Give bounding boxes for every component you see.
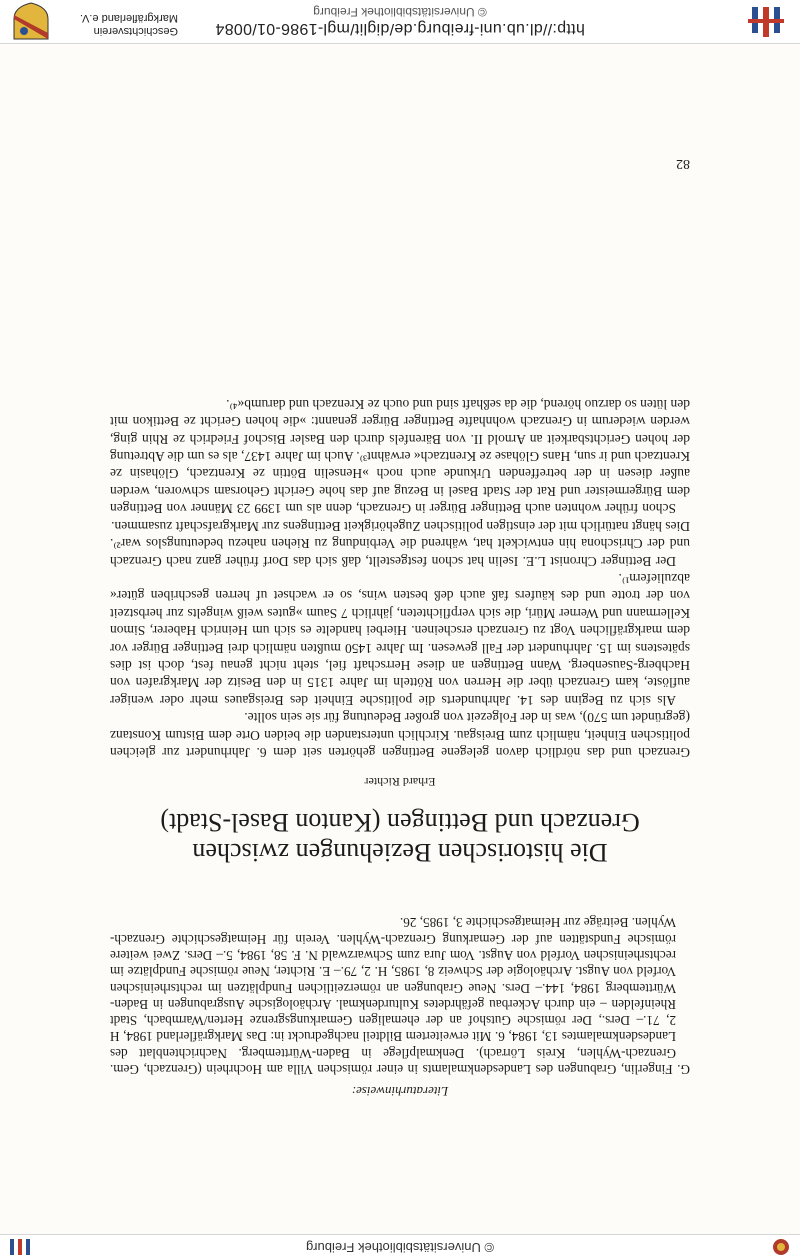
article-body xyxy=(110,395,690,761)
article-title xyxy=(110,807,690,867)
body-paragraph: Als sich zu Beginn des 14. Jahrhunderts die politische Einheit des Breisgaues mehr oder weniger auflöste, kam Grenzach über die Herren von Rötteln im Jahre 1315 in den Besitz der Markgrafen von Hachberg-Sausenberg. Wann Bettingen an diese Herrschaft fiel, steht nicht genau fest, doch ist dies spätestens im 15. Jahrhundert der Fall gewesen. Im Jahre 1450 mußten nämlich drei Bettinger Bürger vor dem markgräflichen Vogt zu Grenzach erscheinen. Hierbei handelte es sich um Heinrich Haberer, Simon Kellermann und Werner Müri, die sich verpflichteten, jährlich 7 Saum »gutes weiß wingelts zur herbstzeit von der trotte und des käufers faß auch deß besten wins, so er wachset uf herren geschriben güter« abzuliefern¹⁾. xyxy=(110,570,690,708)
body-paragraph: Grenzach und das nördlich davon gelegene Bettingen gehörten seit dem 6. Jahrhundert zur gleichen politischen Einheit, nämlich zum Breisgau. Kirchlich unterstanden die beiden Orte dem Bistum Konstanz (gegründet um 570), was in der Folgezeit von großer Bedeutung für sie sein sollte. xyxy=(110,710,690,760)
title-line: Die historischen Beziehungen zwischen xyxy=(192,838,608,867)
body-paragraph: Der Bettinger Chronist L.E. Iselin hat schon festgestellt, daß sich das Dorf früher ganz nach Grenzach und der Chrischona hin entwickelt hat, während die Verbindung zu Riehen nahezu bedeutungslos war²⁾. Dies hängt natürlich mit der einstigen politischen Zugehörigkeit Bettingens zur Markgrafschaft zusammen. xyxy=(110,518,690,569)
society-crest-icon xyxy=(10,1,52,41)
title-line: Grenzach und Bettingen (Kanton Basel-Stadt) xyxy=(160,808,640,837)
literature-text: G. Fingerlin, Grabungen des Landesdenkmalamts in einer römischen Villa am Hochrhein (Grenzach, Gem. Grenzach-Wyhlen, Kreis Lörrach). Denkmalpflege in Baden-Württemberg. Nachrichtenblatt des Landesdenkmalamtes 13, 1984, 6. Mit erweitertem Bildteil nachgedruckt in: Das Markgräflerland 1984, H 2, 71.– Ders., Der römische Gutshof an der ehemaligen Gemarkungsgrenze Herten/Warmbach, Stadt Rheinfelden – ein durch Ackerbau gefährdetes Kulturdenkmal. Archäologische Ausgrabungen in Baden-Württemberg 1984, 144.– Ders. Neue Grabungen an römerzeitlichen Fundplätzen im rechtsrheinischen Vorfeld von Augst. Archäologie der Schweiz 8, 1985, H. 2, 79.– E. Richter, Neue römische Fundplätze im rechtsrheinischen Vorfeld von Augst. Vom Jura zum Schwarzwald N. F. 58, 1984, 5.– Ders. Zwei weitere römische Fundstätten auf der Gemarkung Grenzach-Wyhlen. Verein für Heimatgeschichte Grenzach-Wyhlen. Beiträge zur Heimatgeschichte 3, 1985, 26. xyxy=(110,915,690,1077)
document-url[interactable]: http://dl.ub.uni-freiburg.de/diglit/mgl-1986-01/0084 xyxy=(215,20,585,37)
literature-heading: Literaturhinweise: xyxy=(351,1084,449,1099)
library-copyright: © Universitätsbibliothek Freiburg xyxy=(313,5,487,19)
library-bar xyxy=(0,1234,800,1259)
society-name: Geschichtsverein Markgräflerland e.V. xyxy=(79,12,178,37)
citation-bar xyxy=(0,0,800,44)
ub-logo-icon xyxy=(8,1237,32,1257)
body-paragraph: Schon früher wohnten auch Bettinger Bürger in Grenzach, denn als um 1399 23 Männer von Bettingen dem Bürgermeister und Rat der Stadt Basel in Bezug auf das hohe Gericht Gehorsam schworen, werden außer diesen in der betreffenden Urkunde auch noch »Henselin Böttin ze Krentzach, Glöhasin ze Krentzach und ir sun, Hans Glöhase ze Krentzach« erwähnt³⁾. Auch im Jahre 1437, als es um die Abtretung der hohen Gerichtsbarkeit an Arnold II. von Bärenfels durch den Basler Bischof Friedrich ze Rhin ging, werden wiederum in Grenzach wohnhafte Bettinger Bürger genannt: »die hohen Gericht ze Bettikon mit den lüten so darzuo hörend, die da seßhaft sind und ouch ze Krenzach und darumb«⁴⁾. xyxy=(110,396,690,517)
page-number: 82 xyxy=(676,156,690,171)
library-copyright: © Universitätsbibliothek Freiburg xyxy=(305,1240,495,1255)
article-author: Erhard Richter xyxy=(364,775,436,789)
